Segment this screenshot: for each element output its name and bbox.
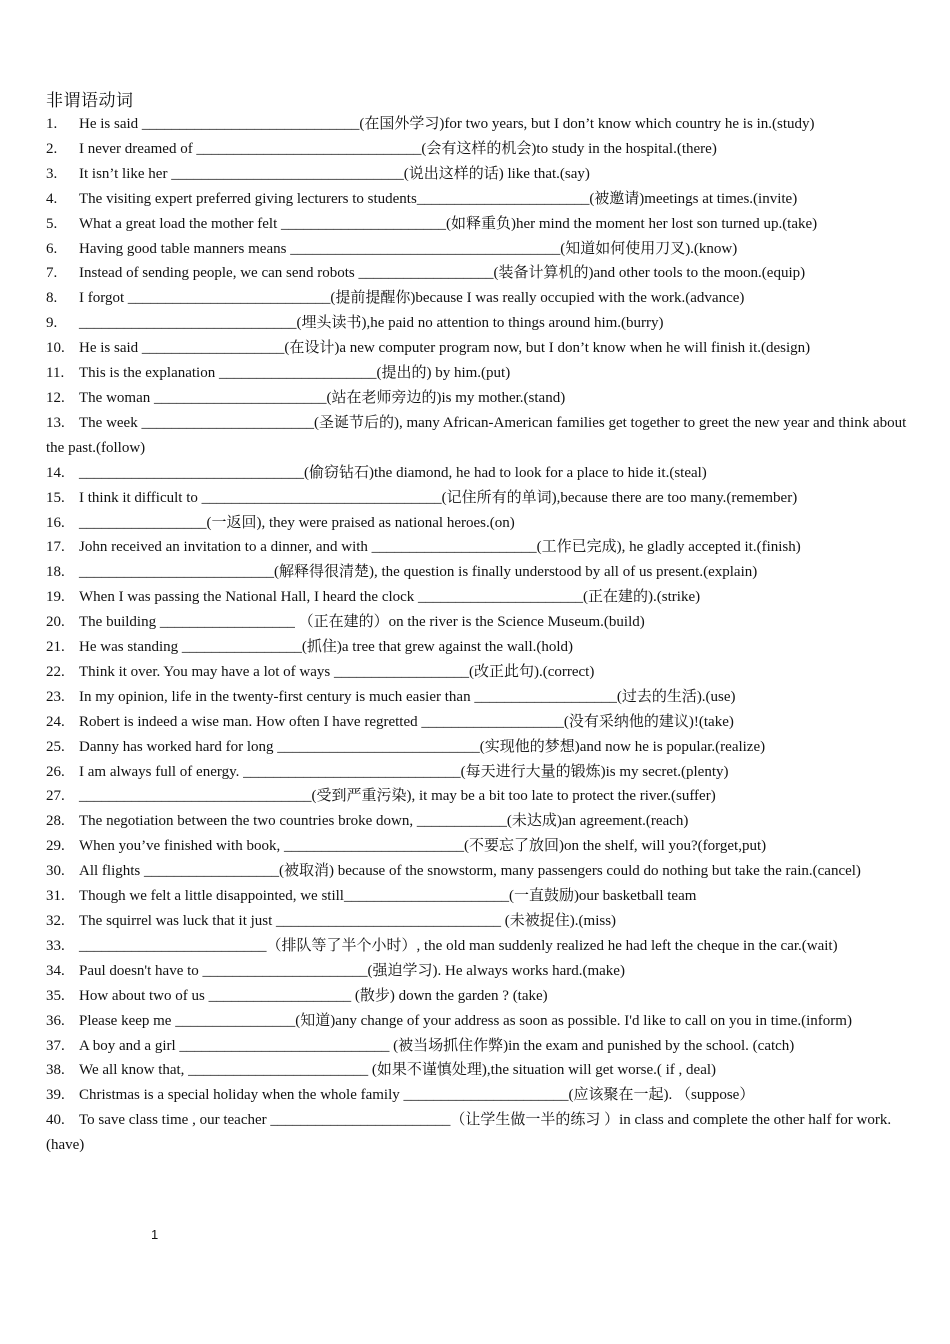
item-text: This is the explanation _____________________(提出的) by him.(put) (79, 365, 511, 382)
item-text: When I was passing the National Hall, I heard the clock ______________________(正在建的).(strike) (79, 589, 701, 606)
item-number: 1. (46, 116, 58, 132)
exercise-item (46, 511, 916, 536)
item-text: In my opinion, life in the twenty-first century is much easier than ___________________(过去的生活).(use) (79, 688, 736, 705)
item-number: 34. (46, 962, 65, 979)
exercise-item (46, 660, 916, 685)
item-text: Please keep me ________________(知道)any change of your address as soon as possible. I'd like to call on you in time.(inform) (79, 1012, 852, 1029)
item-number: 13. (46, 414, 65, 431)
item-number: 8. (46, 290, 58, 307)
item-number: 6. (46, 240, 58, 257)
exercise-item (46, 386, 916, 411)
exercise-item (46, 909, 916, 934)
item-text: He was standing ________________(抓住)a tree that grew against the wall.(hold) (79, 639, 574, 656)
item-number: 30. (46, 863, 65, 880)
exercise-item (46, 535, 916, 560)
item-text: Though we felt a little disappointed, we still______________________(一直鼓励)our basketball team (79, 888, 697, 905)
item-text: Think it over. You may have a lot of ways __________________(改正此句).(correct) (79, 663, 595, 680)
exercise-item (46, 760, 916, 785)
item-text: Robert is indeed a wise man. How often I have regretted ___________________(没有采纳他的建议)!(take) (79, 713, 734, 730)
item-number: 22. (46, 663, 65, 680)
item-number: 15. (46, 489, 65, 506)
item-number: 32. (46, 913, 65, 929)
item-text: Danny has worked hard for long ___________________________(实现他的梦想)and now he is popular.(realize) (79, 738, 766, 755)
item-number: 36. (46, 1012, 65, 1029)
item-text: _______________________________(受到严重污染), it may be a bit too late to protect the river.(suffer) (79, 788, 716, 805)
exercise-item (46, 212, 916, 237)
exercise-item (46, 1083, 916, 1108)
exercise-item (46, 685, 916, 710)
item-number: 17. (46, 539, 65, 556)
item-text: ______________________________(偷窃钻石)the diamond, he had to look for a place to hide it.(steal) (79, 464, 707, 481)
exercise-item (46, 710, 916, 735)
exercise-item (46, 585, 916, 610)
item-number: 20. (46, 614, 65, 631)
item-text: __________________________(解释得很清楚), the question is finally understood by all of us present.(explain) (79, 564, 758, 581)
item-text: I forgot ___________________________(提前提醒你)because I was really occupied with the work.(advance) (79, 290, 745, 307)
item-text: Having good table manners means ____________________________________(知道如何使用刀叉).(know) (79, 240, 738, 257)
exercise-item (46, 610, 916, 635)
exercise-item (46, 834, 916, 859)
item-text: _________________________（排队等了半个小时）, the old man suddenly realized he had left the cheque in the car.(wait) (79, 937, 838, 954)
item-number: 7. (46, 265, 58, 282)
item-number: 14. (46, 464, 65, 481)
item-number: 16. (46, 514, 65, 531)
exercise-item (46, 884, 916, 909)
item-number: 37. (46, 1037, 65, 1054)
item-number: 24. (46, 713, 65, 730)
item-text: A boy and a girl ____________________________ (被当场抓住作弊)in the exam and punished by the school. (catch) (79, 1037, 795, 1054)
exercise-item (46, 1108, 916, 1158)
exercise-item (46, 286, 916, 311)
item-text: Paul doesn't have to ______________________(强迫学习). He always works hard.(make) (79, 962, 625, 979)
item-number: 29. (46, 838, 65, 855)
exercise-item (46, 959, 916, 984)
exercise-item (46, 137, 916, 162)
item-number: 18. (46, 564, 65, 581)
item-text: How about two of us ___________________ (散步) down the garden ? (take) (79, 987, 548, 1004)
item-text: _____________________________(埋头读书),he paid no attention to things around him.(burry) (79, 315, 664, 332)
exercise-item (46, 311, 916, 336)
exercise-item (46, 735, 916, 760)
exercise-list (46, 112, 916, 1158)
exercise-item (46, 187, 916, 212)
exercise-item (46, 859, 916, 884)
item-text: I think it difficult to ________________________________(记住所有的单词),because there are too many.(remember) (79, 489, 798, 506)
item-text: _________________(一返回), they were praised as national heroes.(on) (79, 514, 515, 531)
item-number: 26. (46, 763, 65, 780)
exercise-item (46, 934, 916, 959)
exercise-item (46, 336, 916, 361)
exercise-item (46, 411, 916, 461)
item-text: John received an invitation to a dinner, and with ______________________(工作已完成), he gladly accepted it.(finish) (79, 539, 801, 556)
item-text: He is said ___________________(在设计)a new computer program now, but I don’t know when he will finish it.(design) (79, 340, 811, 357)
exercise-item (46, 1009, 916, 1034)
item-number: 27. (46, 788, 65, 805)
item-number: 25. (46, 738, 65, 755)
item-number: 12. (46, 389, 65, 406)
exercise-item (46, 461, 916, 486)
item-number: 28. (46, 813, 65, 830)
item-text: It isn’t like her _______________________________(说出这样的话) like that.(say) (79, 165, 590, 182)
item-number: 39. (46, 1087, 65, 1104)
exercise-item (46, 361, 916, 386)
exercise-item (46, 560, 916, 585)
item-text: The woman _______________________(站在老师旁边的)is my mother.(stand) (79, 389, 566, 406)
item-number: 19. (46, 589, 65, 606)
item-number: 2. (46, 140, 58, 157)
item-text: The building __________________ （正在建的）on the river is the Science Museum.(build) (79, 614, 645, 631)
item-number: 3. (46, 165, 58, 182)
item-number: 38. (46, 1062, 65, 1079)
item-number: 5. (46, 215, 58, 232)
item-text: The week _______________________(圣诞节后的), many African-American families get together to greet the new year and think about the past.(follow) (46, 414, 907, 456)
item-text: The negotiation between the two countries broke down, ____________(未达成)an agreement.(reach) (79, 813, 689, 830)
item-number: 35. (46, 987, 65, 1004)
exercise-item (46, 112, 916, 137)
exercise-item (46, 1058, 916, 1083)
item-text: I never dreamed of ______________________________(会有这样的机会)to study in the hospital.(there) (79, 140, 717, 157)
item-number: 11. (46, 365, 65, 382)
item-text: When you’ve finished with book, ________________________(不要忘了放回)on the shelf, will you?(forget,put) (79, 838, 767, 855)
page-number: 1 (151, 1227, 159, 1242)
item-number: 31. (46, 888, 65, 905)
item-text: To save class time , our teacher ________________________（让学生做一半的练习 ）in class and complete the other half for work.(have) (46, 1112, 892, 1154)
item-number: 33. (46, 937, 65, 954)
item-text: Christmas is a special holiday when the whole family ______________________(应该聚在一起). （suppose） (79, 1087, 755, 1104)
item-text: The visiting expert preferred giving lecturers to students_______________________(被邀请)meetings at times.(invite) (79, 190, 798, 207)
exercise-item (46, 261, 916, 286)
exercise-item (46, 486, 916, 511)
exercise-item (46, 635, 916, 660)
item-number: 40. (46, 1112, 65, 1129)
item-number: 4. (46, 190, 58, 207)
exercise-item (46, 1034, 916, 1059)
item-number: 21. (46, 639, 65, 656)
item-text: All flights __________________(被取消) because of the snowstorm, many passengers could do nothing but take the rain.(cancel) (79, 863, 861, 880)
exercise-item (46, 162, 916, 187)
page-title: 非谓语动词 (46, 91, 134, 110)
exercise-item (46, 784, 916, 809)
item-text: What a great load the mother felt ______________________(如释重负)her mind the moment her lost son turned up.(take) (79, 215, 818, 232)
exercise-item (46, 237, 916, 262)
item-text: I am always full of energy. _____________________________(每天进行大量的锻炼)is my secret.(plenty) (79, 763, 729, 780)
item-text: He is said _____________________________(在国外学习)for two years, but I don’t know which country he is in.(study) (79, 116, 815, 132)
item-number: 9. (46, 315, 58, 332)
item-text: We all know that, ________________________ (如果不谨慎处理),the situation will get worse.( if , deal) (79, 1062, 717, 1079)
item-number: 23. (46, 688, 65, 705)
exercise-item (46, 984, 916, 1009)
item-number: 10. (46, 340, 65, 357)
item-text: The squirrel was luck that it just ______________________________ (未被捉住).(miss) (79, 913, 617, 929)
exercise-item (46, 809, 916, 834)
item-text: Instead of sending people, we can send robots __________________(装备计算机的)and other tools to the moon.(equip) (79, 265, 806, 282)
